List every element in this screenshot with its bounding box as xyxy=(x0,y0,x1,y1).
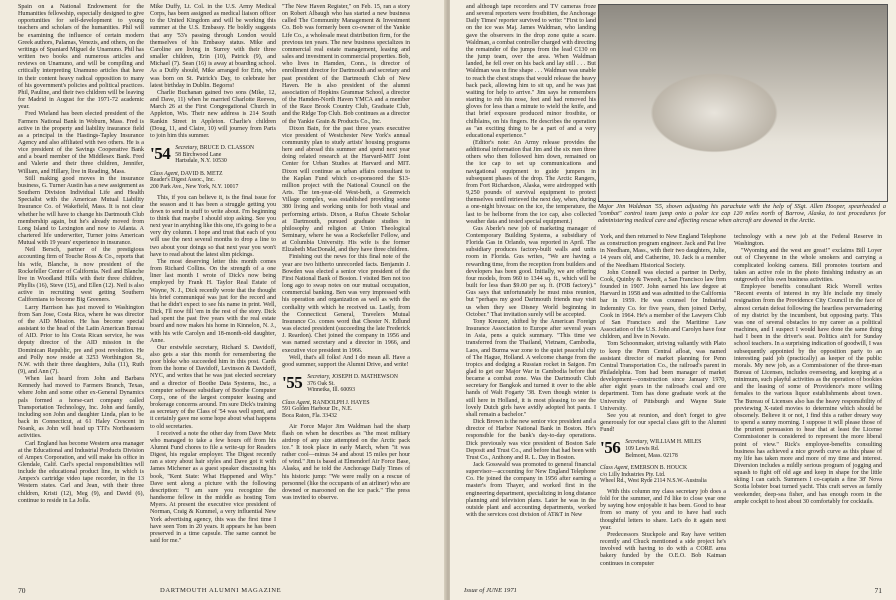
class-agent-info xyxy=(600,465,726,485)
right-column-2 xyxy=(600,234,726,568)
paragraph: Carl England has become Western area manager at the Educational and Industrial Products Division of Ampex Corporation, and will make his office in Glendale, Calif. Carl's special responsibilities will include the educational product line, in which is Ampex's cartridge video tape recorder, in the 13 Western states. Carl and Jean, with their three children, Kristi (12), Meg (9), and David (6), continue to reside in La Jolla. xyxy=(18,440,144,504)
right-page xyxy=(450,0,896,600)
paragraph: Gus Aberle's new job of marketing manager of Contemporary Building Systems, a subsidiary of Florida Gas in Orlando, was reported in April. The subsidiary produces factory-built walls and units room in Florida. Gus writes, "We are having a rewarding time, from the reception from builders and developers has been good. Initially, we are offering four models, from 960 to 1344 sq. ft., which will be built for less than $9.00 per sq. ft. (FOB factory)." Gus says that unfortunately he must miss reunion, but "perhaps my good Dartmouth friends may visit us when they see Disney World beginning in October." That invitation surely will be accepted. xyxy=(466,225,596,318)
right-column-1 xyxy=(466,4,596,519)
paragraph: Tony Kreuzer, shifted by the American Foreign Insurance Association to Europe after several years in Asia, pens a quick summary. "This time we transferred from the Thailand, Vietnam, Cambodia, Laos, and Burma war zone to the quiet peaceful city of The Hague, Holland. A welcome change from the tropics and dodging a Russian rocket in Saigon. I'm glad to get our Major War in Cambodia before that became a combat zone. Was the Dartmouth Club secretary for Bangkok and turned it over to the able hands of Walt Fogarty '38. Even though winter is still here in Holland, it is most pleasing to see the lovely Dutch girls have avidly adopted hot pants. I shall remain a bachelor." xyxy=(466,318,596,418)
secretary-city: Winnetka, Ill. 60093 xyxy=(307,387,355,394)
secretary-city: Hartsdale, N.Y. 10530 xyxy=(175,158,227,165)
paragraph: Spain on a National Endowment for the Humanities fellowship, especially designed to give opportunities for self-development to young teachers and scholars of the humanities. Phil will be examining the influence of certain modern Greek authors, Palamas, Venezis, and others, on the writings of Spaniard Miguel de Unamuno. Phil has written two books and numerous articles and reviews on Unamuno, and will be compiling and critically interpreting Unamuno articles that have in their content heavy radical opposition to many of his government's policies and political practices. Phil, Pauline, and their two children will be leaving for Madrid in August for the 1971-72 academic year. xyxy=(18,4,144,111)
agent-address: c/o Lilly Industries Pty. Ltd. xyxy=(600,471,666,478)
agent-label: Class Agent, xyxy=(282,399,312,406)
secretary-name: BRUCE D. CLASSON xyxy=(199,144,255,151)
paragraph: York, and then returned to New England Telephone as construction program engineer. Jack and Pat live in Needham, Mass., with their two daughters, Julie, 14 years old, and Catherine, 10. Jack is a member of the Needham Historical Society. xyxy=(600,234,726,269)
agent-label: Class Agent, xyxy=(600,465,630,472)
paragraph: Dick Brown is the new senior vice president and a director of Harbor National Bank in Boston. He's responsible for the bank's day-to-day operations. Dick previously was vice president of Boston Safe Deposit and Trust Co., and before that had been with Trust Co., Anthony and R. L. Day in Boston. xyxy=(466,419,596,461)
paragraph: Well, that's all folks! And I do mean all. Have a good summer, support the Alumni Drive, and write! xyxy=(282,354,410,368)
class-year: '55 xyxy=(282,372,303,392)
agent-label: Class Agent, xyxy=(150,170,180,177)
photo-caption: Major Jim Waldman '55, shown adjusting his parachute with the help of SSgt. Allen Hooper, spearheaded a "combat" control team jump onto a polar ice cap 120 miles north of Barrow, Alaska, to test procedures for administering medical care and effecting rescue when aircraft are downed in the Arctic. xyxy=(598,203,886,225)
paragraph: technology with a new job at the Federal Reserve in Washington. xyxy=(734,234,882,248)
magazine-title: DARTMOUTH ALUMNI MAGAZINE xyxy=(160,587,282,594)
left-page xyxy=(0,0,446,600)
agent-name: EMERSON B. HOUCK xyxy=(630,465,688,472)
paragraph: "The New Haven Register," on Feb. 15, ran a story on Robert Albaugh who has started a new business called The Community Management & Investment Co. Bob was formerly been co-owner of the Yankie Life Co., a wholesale meat distribution firm, for the previous ten years. The new business specializes in commercial real estate management, leasing and sales and investment in commercial properties. Bob, who lives in Hamden, Conn., is director of enrollment director for Dartmouth and secretary and past president of the Dartmouth Club of New Haven. He is also president of the alumni association of Hopkins Grammar School, a director of the Hamden-North Haven YMCA and a member of the Race Brook Country Club, Graduate Club, and the Ridge Top Club. Bob continues as a director of the Yankie Grain & Products Co., Inc. xyxy=(282,4,410,125)
paragraph: Air Force Major Jim Waldman had the sharp flash on when he describes as "the most military airdrop of any size attempted on the Arctic pack ice." It took place in early March, when "it was rather cool—minus 34 and about 15 miles per hour of wind." Jim is based at Elmendorf Air Force Base, Alaska, and he told the Anchorage Daily Times of his historic jump: "We were really on a rescue of personnel (like the occupants of an airliner) who are downed or marooned on the ice pack." The press was invited to observe. xyxy=(282,423,410,502)
secretary-address: 109 Lewis Rd. xyxy=(625,445,660,452)
paragraph: Charlie Buchanan gained two sons (Mike, 12, and Dave, 11) when he married Charlotte Reeves, March 26 at the First Congregational Church in Appleton, Wis. Their new address is 214 South Rankin Street in Appleton. Charlie's children (Doug, 11, and Claire, 10) will journey from Paris to join him this summer. xyxy=(150,89,276,139)
paragraph: and although tape recorders and TV cameras froze and several reporters were frostbitten, the Anchorage Daily Times' reporter survived to write: "First to land on the ice was Maj. James Waldman, who landing gave the observers in the drop zone quite a scare. Waldman, a combat controller charged with directing the remainder of the jumps from the lead C130 on the jump team, over the area. When Waldman landed, he fell over on his back and lay still . . . But Waldman was in fine shape . . . Waldman was unable to reach the chest straps that would release the heavy back pack, allowing him to sit up, and he was just waiting for help to arrive." Jim says he remembers starting to rub his nose, feet and had removed his gloves for less than a minute to wield the knife, and that brief exposure produced minor frostbite, or chilblains, on his fingers. He describes the operation as "an exciting thing to be a part of and a very educational experience." xyxy=(466,4,596,139)
class-header-55 xyxy=(282,374,410,394)
paragraph: Employee benefits consultant Rick Worrell writes "Recent events of interest in my life include my timely resignation from the Providence City Council in the face of almost certain defeat following the heartless pervarnadering of my district by the incumbent, but opposing party. This was one of several obstacles to my career as a political machines, and I suspect I would have done the same thing had I been in the driver's seat. Politics ain't for Sunday school teachers. In a surprising indication of goodwill, I was subsequently appointed by the opposition party to an interesting paid job (practically) as keeper of the public morals. My new job, as a Commissioner of the three-man Bureau of Licenses, includes overseeing, and keeping at a minimum, such playful activities as the operation of bookies and the leasing of some of Providence's more willing females to the various liquor establishments about town. The Bureau of Licenses also has the heavy responsibility of previewing X-rated movies to determine which should be obscenely. Believe it or not, I find this a rather dreary way to spend a sunny morning. I suppose it will please those of the prurient persuasion to hear that at least the License Commissioner is considered to represent the more liberal point of view." Rick's employee-benefits consulting business has achieved a nice growth curve as this phase of my life has taken more and more of my time and interest. Diversion includes a mildly serious program of jogging and squash to fight off old age and keep in shape for the little skiing I can catch. Summers I co-captain a fine 38' Nova Scotia lobster boat turned yacht. This craft serves as family weekender, deep-sea fisher, and has enough room in the ample cockpit to host about 30 comfortably for cocktails. xyxy=(734,284,882,505)
paragraph: Neil Bersch, partner of the prestigious accounting firm of Touche Ross & Co., reports that his wife, Blanche, is now president of the Rockefeller Center of California. Neil and Blanche live in Woodland Hills with their three children, Phyllis (16), Steve (15), and Ellen (12). Neil is also active in recruiting west getting Southern Californians to become Big Greeners. xyxy=(18,247,144,304)
secretary-name: WILLIAM H. MILES xyxy=(649,439,702,446)
secretary-label: Secretary, xyxy=(625,439,649,446)
paragraph: Tom Schoonmaker, striving valiantly with Plato to keep the Penn Central afloat, was named assistant director of market planning for Penn Central Transportation Co., the railroad's parent in Philadelphia. Tom had been manager of market development—construction since January 1970, after eight years in the railroad's coal and ore department. Tom has done graduate work at the University of Pittsburgh and Wayne State University. xyxy=(600,341,726,412)
class-agent-info xyxy=(282,400,410,420)
agent-address: 591 Golden Harbour Dr., N.E. xyxy=(282,406,353,413)
class-agent-info xyxy=(150,171,276,191)
paragraph: Jack Gosswald was promoted to general financial supervisor—accounting for New England Telephone Co. He joined the company in 1956 after earning a master's from Thayer, and worked first in the engineering department, specializing in long distance planning and television plans. Later he was in the outside plant and accounting departments, worked with the services cost division of AT&T in New xyxy=(466,462,596,519)
agent-address: Reader's Digest Assoc., Inc. xyxy=(150,177,215,184)
page-number: 70 xyxy=(18,586,26,595)
paragraph: With this column my class secretary job does a fold for the summer, and I'd like to close year one by saying how enjoyable it has been. Good to hear from so many of you and to have had such thoughtful letters to share. Let's do it again next year. xyxy=(600,488,726,531)
left-column-3 xyxy=(282,4,410,502)
right-column-3 xyxy=(734,234,882,506)
secretary-city: Belmont, Mass. 02178 xyxy=(625,452,678,459)
paragraph: Fred Wieland has been elected president of the Farmers National Bank in Woburn, Mass. Fred is active in the property and liability insurance field as a principal in the Hastings-Tapley Insurance Agency and also affiliated with two others. He is a vice president of the Savings Cooperative Bank and a board member of the Middlesex Bank. Fred and Valerie and their three children, Jennifer, William, and Hillary, live in Reading, Mass. xyxy=(18,111,144,175)
paragraph: Finishing out the news for this final note of the year are two hitherto unrecorded facts. Benjamin J. Bowden was elected a senior vice president of the First National Bank of Boston. I visited Ben not too long ago to swap notes on our mutual occupation, commercial banking. Ben was very impressed with his operation and organization as well as with the cordiality with which he received us. Lastly, from the Connecticut General, Travelers Mutual Insurance Co. comes word that Chester N. Edlund was elected president (succeeding the late Frederick J. Reardon). Chet joined the company in 1956 and was named secretary and a director in 1966, and executive vice president in 1966. xyxy=(282,254,410,354)
left-column-1 xyxy=(18,4,144,505)
class-header-54 xyxy=(150,145,276,165)
secretary-label: Secretary, xyxy=(307,373,331,380)
class-secretary-info xyxy=(175,145,254,165)
secretary-address: 58 Birchwood Lane xyxy=(175,151,222,158)
agent-city: Wheel Rd., West Ryde 2114 N.S.W.-Australia xyxy=(600,478,707,485)
secretary-label: Secretary, xyxy=(175,144,199,151)
paragraph: This, if you can believe it, is the final issue for the season and it has been a struggle getting you down to send in stuff to write about. I'm beginning to think that maybe I should stop asking. See you next year in anything like this one, it's going to be a very dry column. I hope and trust that each of you will use the next several months to drop a line to two about your doings so that next year you won't have to read about the latest slim pickings. xyxy=(150,194,276,258)
paragraph: (Editor's note: An Army release provides the additional information that Jim and the six men three others who then followed him down, remained on the ice cap to set up communications and navigational equipment to guide jumpers in subsequent phases of the drop. The Arctic Rangers, from Fort Richardson, Alaska, were airdropped with 9,250 pounds of survival equipment to protect themselves until retrieved the next day, when, during a one-night bivouac on the ice, the temperature, the last to be helborne from the ice cap, also collected weather data and tested special equipment.) xyxy=(466,139,596,225)
secretary-name: JOSEPH D. MATHEWSON xyxy=(331,373,398,380)
issue-date: Issue of JUNE 1971 xyxy=(464,587,517,594)
agent-name: DAVID B. METZ xyxy=(180,170,223,177)
paragraph: Larry Harrison has just moved to Washington from San Jose, Costa Rica, where he was director of the AID Mission. He has become special assistant to the head of the Latin American Bureau of AID. Prior to his Costa Rican service, he was deputy director of the AID mission in the Dominican Republic, pre and post revolution. He and Polly now reside at 3253 Worthington St., N.W. with their three daughters, Julia (11), Ruth (9), and Ann (7). xyxy=(18,304,144,375)
paragraph: Predecessors Stuckpole and Ray have written recently and Chuck mentioned a side project he's involved with having to do with a CORE area bakery funded by the O.E.O. Bob Kaiman continues in computer xyxy=(600,531,726,567)
class-year: '54 xyxy=(150,143,171,163)
class-year: '56 xyxy=(600,438,621,458)
class-secretary-info xyxy=(625,439,701,459)
paragraph: Mike Duffy, Lt. Col. in the U.S. Army Medical Corps, has been assigned as medical liaison officer to the United Kingdom and will be working this summer at the U.S. Embassy. He boldly suggests that any '53's passing through London would themselves of his Embassy status. Mike and Caroline are living in Surrey with their three smaller children, Erin (10), Patrick (9), and Michael (7). Sean (16) is away at boarding school. As a Duffy should, Mike arranged for Erin, who was born on St. Patrick's Day, to celebrate her latest birthday in Dublin. Begorra! xyxy=(150,4,276,89)
paragraph: See you at reunion, and don't forget to give generously for our special class gift to the Alumni Fund! xyxy=(600,412,726,434)
agent-name: RANDOLPH J. HAYES xyxy=(312,399,370,406)
paragraph: When last heard from John and Barbara Kennedy had moved to Farmers Branch, Texas, where John and some other ex-General Dynamics pals formed a horse-cart company called Transportation Technology, Inc. John and family, including son John and daughter Linda, plan to be back in Connecticut, at 61 Haley Crescent in Noank, as John will head up TTI's Northeastern activities. xyxy=(18,376,144,440)
left-column-2 xyxy=(150,4,276,545)
paragraph: The most deserving letter this month comes from Richard Collins. On the strength of a one liner last month I wrote of Dick's now being employed by Frank H. Taylor Real Estate of Wayne, N. J., Dick recently wrote that the thought his brief communiqué was just for the record and that he didn't expect to see his name in print. Well, Dick, I'll now fill 'em in the rest of the story. Dick had spent the past five years with the real estate board and now makes his home in Kinnelon, N. J., with his wife Carolyn and 18-month-old daughter, Anne. xyxy=(150,258,276,344)
class-header-56 xyxy=(600,439,726,459)
agent-city: Boca Raton, Fla. 33432 xyxy=(282,412,337,419)
paragraph: I received a note the other day from Dave Metz who managed to take a few hours off from his Alumni Fund chores to file a write-up for Readers Digest, his regular employer. The Digest recently ran a story about hair styles and Dave got it with James Michener as a guest speaker discussing his book, "Kent State: What Happened and Why." Dave sent along a picture with the following description: "I am sure you recognize the handsome fellow in the middle as hosting Tom Myers. At present the executive vice president of Norman, Craig & Kummel, a very influential New York advertising agency, this was the first time I have seen Tom in 20 years. It appears he has been preserved in a time capsule. The same cannot be said for me." xyxy=(150,430,276,545)
agent-city: 200 Park Ave., New York, N.Y. 10017 xyxy=(150,183,239,190)
paragraph: Still making good moves in the insurance business, G. Turner Austin has a new assignment as Southern Division Individual Life and Health Specialist with the American Mutual Liability Insurance Co. of Wakefield, Mass. It is not clear whether he will have to change his Dartmouth Club membership again, but he's already moved from Long Island to Lexington and now to Atlanta. A chartered life underwriter, Turner joins American Mutual with 19 years' experience in insurance. xyxy=(18,175,144,247)
paragraph: "Wyoming and the west are great!" exclaims Bill Loyer out of Cheyenne in the whole smokers and carrying a complicated looking camera. Bill promotes tourism and takes an active role in the photo finishing industry as an outgrowth of his own business activities. xyxy=(734,248,882,283)
secretary-address: 376 Oak St. xyxy=(307,380,335,387)
class-secretary-info xyxy=(307,374,398,394)
page-number: 71 xyxy=(874,586,882,595)
paragraph: John Connell was elected a partner in Derby, Cook, Quinby & Tweedt, a San Francisco law firm founded in 1907. John earned his law degree at Harvard in 1958 and was admitted to the California bar in 1959. He was counsel for Industrial Indemnity Co. for five years, then joined Derby, Cook in 1964. He's a member of the Lawyers Club of San Francisco and the Maritime Law Association of the U.S. John and Carolyn have four children, and live in Novato. xyxy=(600,269,726,341)
paragraph: Dixon Bain, for the past three years executive vice president of Westchester New York's annual community plan to study artists' housing programs here and abroad this summer and spend next year doing related research at the Harvard-MIT Joint Center for Urban Studies at Harvard and MIT. Dixon will continue as urban affairs consultant to the Kaplan Fund which co-sponsored the $13-million project with the National Council on the Arts. The ten-year-old West-beth, a Greenwich Village complex, was established providing some 380 living and working units for both visual and performing artists. Dixon, a Rufus Choate Scholar at Dartmouth, pursued graduate studies in philosophy and religion at Union Theological Seminary, where he was a Rockefeller Fellow, and at Columbia University. His wife is the former Elizabeth MacDonald, and they have three children. xyxy=(282,125,410,254)
parachute-photo xyxy=(598,4,888,202)
paragraph: Our erstwhile secretary, Richard S. Davidoff, also gets a star this month for remembering the poor bloke who succeeded him in this post. Cards from the home of Davidoff, Levinson & Davidoff, NYC, and writes that he was just elected secretary and a director of Boothe Data Systems, Inc., a computer software subsidiary of Boothe Computer Corp., one of the largest computer leasing and brokerage concerns around. I'm sure Dick's training as secretary of the Class of '54 was well spent, and it certainly gave me some hope about what happens to old secretaries. xyxy=(150,344,276,430)
